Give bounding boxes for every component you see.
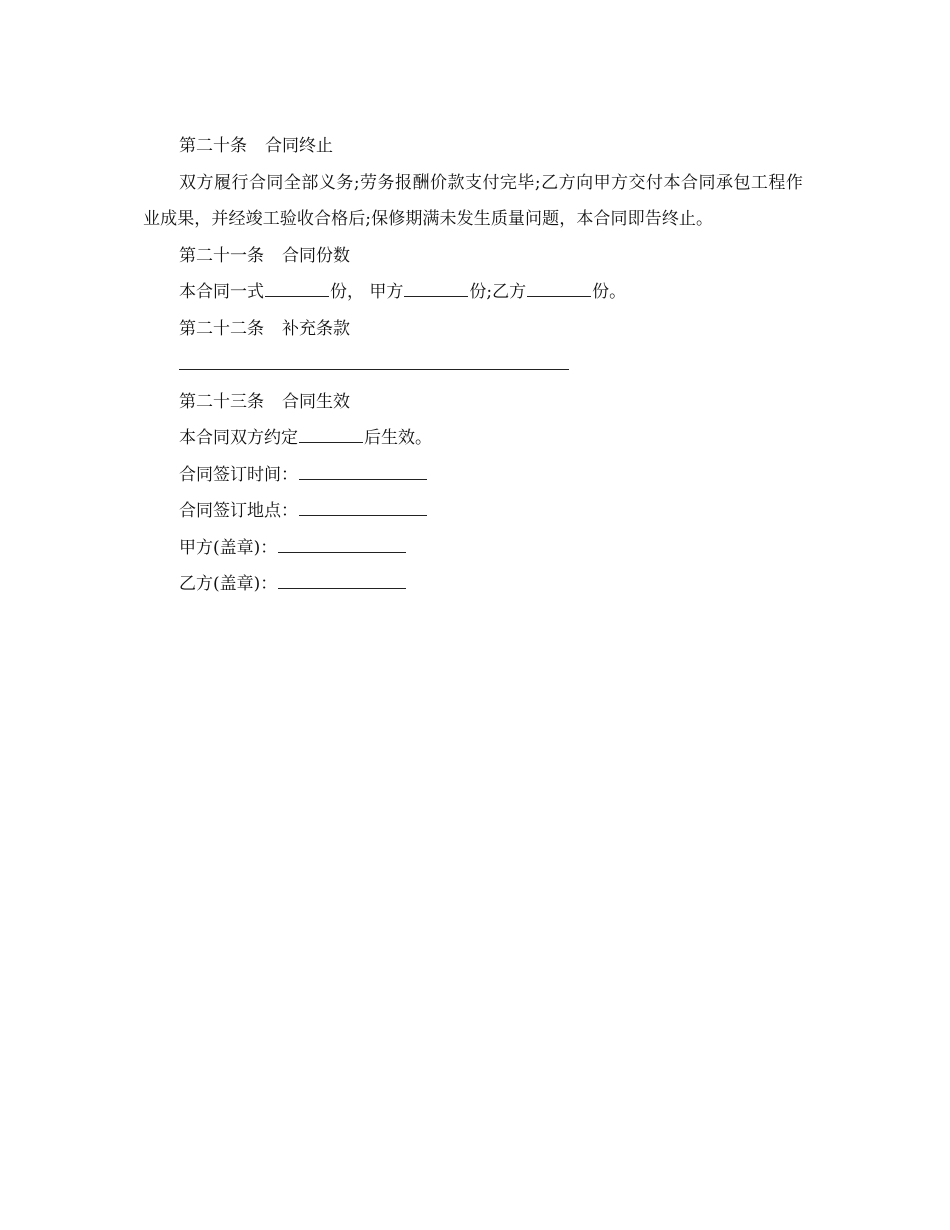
article-23-heading: [143, 384, 803, 421]
effect-condition-blank[interactable]: [299, 424, 363, 443]
article-number: 第二十条: [179, 136, 247, 156]
copies-prefix: 本合同一式: [179, 282, 264, 302]
signing-place-blank[interactable]: [299, 497, 427, 516]
signing-place-label: 合同签订地点：: [179, 501, 298, 521]
party-a-copies-blank[interactable]: [404, 278, 468, 297]
article-20-heading: [143, 128, 803, 165]
party-a-name: 甲方: [369, 282, 404, 302]
article-title: 合同生效: [282, 391, 350, 412]
party-b-seal-label: 乙方(盖章)：: [179, 574, 278, 594]
copies-unit: 份，: [330, 282, 364, 302]
party-a-seal-row: [143, 530, 803, 567]
article-title: 合同终止: [265, 136, 333, 156]
party-b-copies-blank[interactable]: [527, 278, 591, 297]
article-number: 第二十一条: [179, 245, 264, 266]
article-21-body: [143, 274, 803, 311]
signing-time-row: [143, 457, 803, 494]
effect-suffix: 后生效。: [364, 428, 432, 448]
article-number: 第二十二条: [179, 318, 264, 339]
signing-place-row: [143, 493, 803, 530]
article-number: 第二十三条: [179, 391, 264, 412]
party-b-name: 乙方: [492, 282, 527, 302]
supplementary-terms-blank[interactable]: [179, 351, 569, 370]
party-a-seal-blank[interactable]: [278, 534, 406, 553]
party-b-seal-row: [143, 566, 803, 603]
article-21-heading: [143, 238, 803, 275]
signing-time-label: 合同签订时间：: [179, 464, 298, 485]
article-title: 合同份数: [282, 245, 350, 266]
supplementary-terms-line: [143, 347, 803, 384]
contract-content: [143, 128, 803, 603]
party-b-seal-blank[interactable]: [278, 570, 406, 589]
article-title: 补充条款: [282, 318, 350, 339]
copies-unit: 份。: [592, 282, 627, 302]
total-copies-blank[interactable]: [265, 278, 329, 297]
article-22-heading: [143, 311, 803, 348]
article-23-body: [143, 420, 803, 457]
copies-unit: 份;: [469, 282, 493, 302]
signing-time-blank[interactable]: [299, 461, 427, 480]
article-20-body: 双方履行合同全部义务;劳务报酬价款支付完毕;乙方向甲方交付本合同承包工程作业成果，并经竣工验收合格后;保修期满未发生质量问题，本合同即告终止。: [143, 172, 803, 229]
effect-prefix: 本合同双方约定: [179, 428, 298, 448]
party-a-seal-label: 甲方(盖章)：: [179, 537, 278, 558]
